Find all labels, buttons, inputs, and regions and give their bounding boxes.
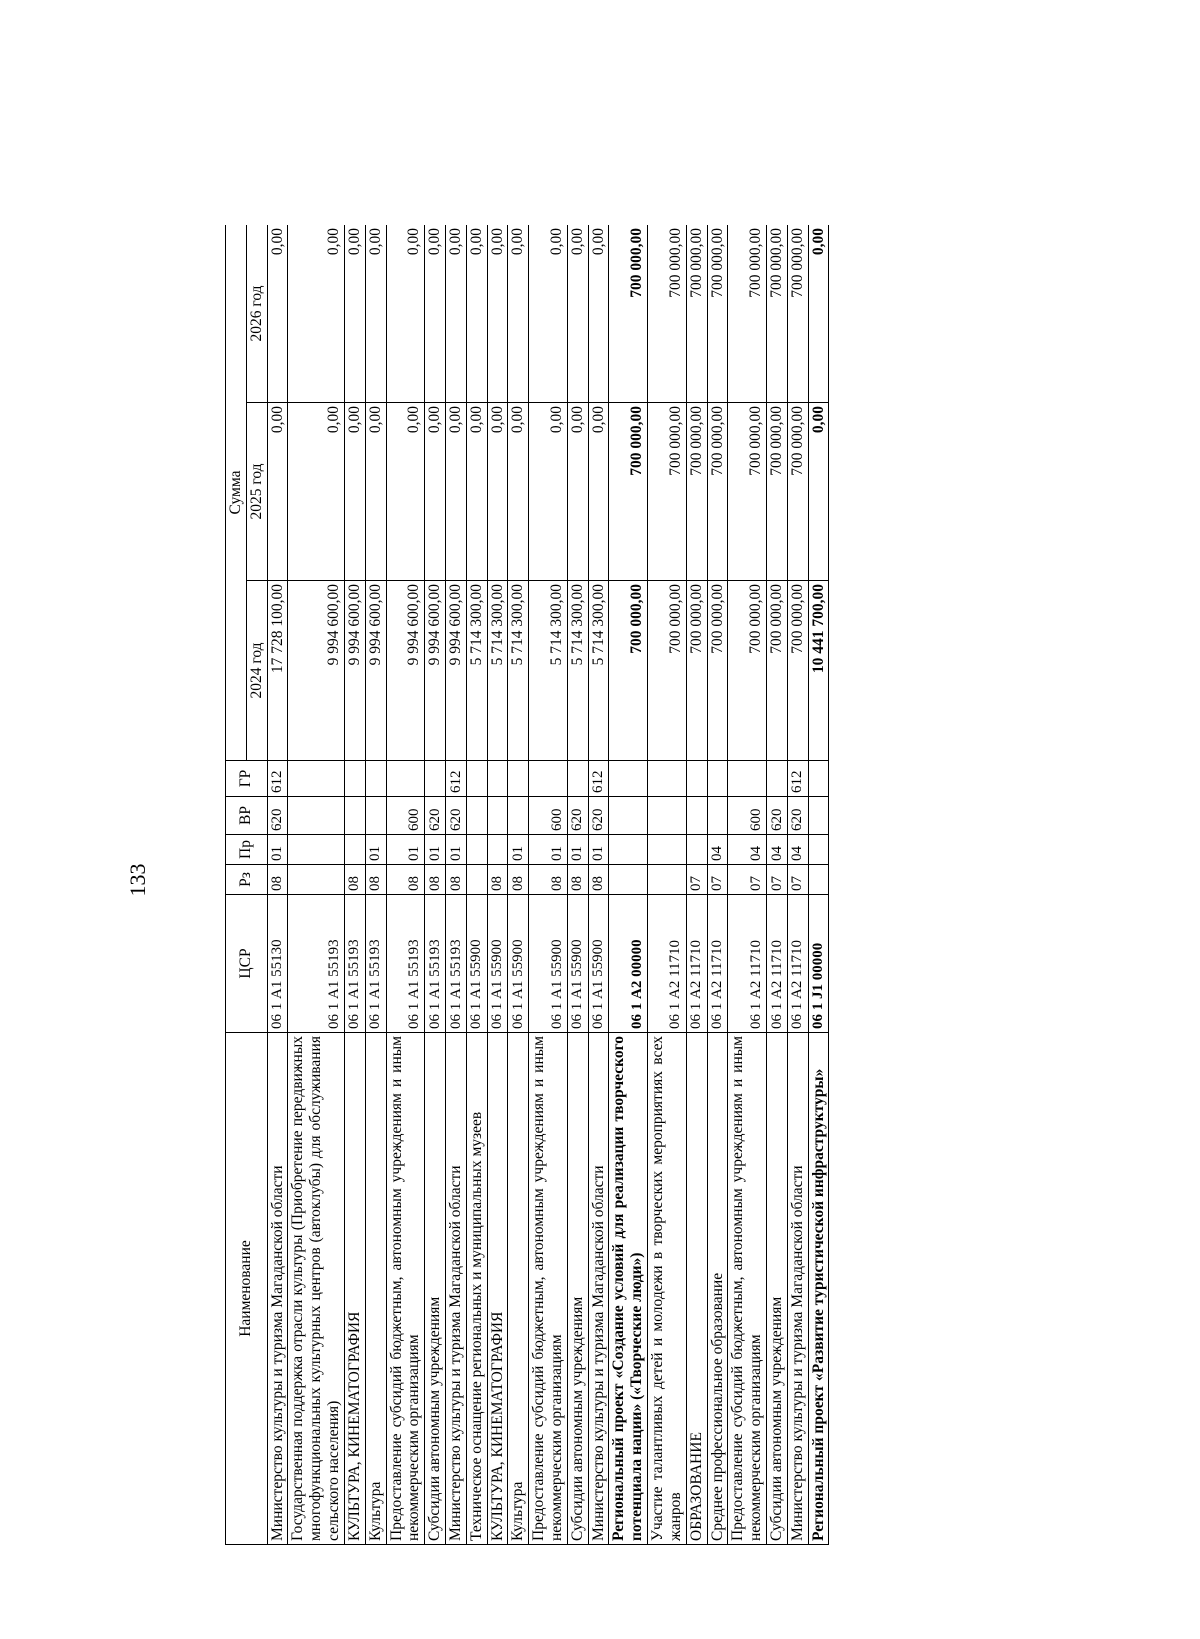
row-name: Министерство культуры и туризма Магаданской области [445,1033,466,1545]
row-pr: 04 [766,835,787,865]
row-name: Региональный проект «Создание условий для реализации творческого потенциала нации» («Творческие люди») [609,1033,648,1545]
row-rz [808,865,829,895]
row-vr: 600 [386,797,425,835]
row-sum-2024: 9 994 600,00 [365,581,386,761]
header-row-1 [226,225,247,1545]
row-name: Министерство культуры и туризма Магаданской области [267,1033,288,1545]
row-sum-2026: 0,00 [365,225,386,403]
row-pr: 04 [787,835,808,865]
row-gr [344,761,365,797]
row-sum-2026: 700 000,00 [707,225,728,403]
row-sum-2025: 700 000,00 [728,403,767,581]
row-rz: 07 [686,865,707,895]
row-rz: 07 [787,865,808,895]
row-vr [686,797,707,835]
row-csr: 06 1 А1 55130 [267,895,288,1033]
row-pr: 01 [567,835,588,865]
row-gr [466,761,487,797]
row-pr: 01 [445,835,466,865]
table-row [344,225,365,1545]
row-rz [609,865,648,895]
row-sum-2024: 5 714 300,00 [529,581,568,761]
row-gr [808,761,829,797]
row-pr: 01 [267,835,288,865]
row-sum-2024: 700 000,00 [707,581,728,761]
row-pr [686,835,707,865]
row-pr: 04 [728,835,767,865]
table-row [508,225,529,1545]
row-sum-2026: 0,00 [588,225,609,403]
row-vr [707,797,728,835]
header-year-2026: 2026 год [246,225,267,403]
row-vr [508,797,529,835]
row-sum-2026: 700 000,00 [609,225,648,403]
header-vr: ВР [226,797,268,835]
row-gr [365,761,386,797]
row-name: Предоставление субсидий бюджетным, автономным учреждениям и иным некоммерческим организациям [728,1033,767,1545]
row-pr [344,835,365,865]
row-name: Предоставление субсидий бюджетным, автономным учреждениям и иным некоммерческим организациям [529,1033,568,1545]
row-name: КУЛЬТУРА, КИНЕМАТОГРАФИЯ [487,1033,508,1545]
row-csr: 06 1 А1 55193 [288,895,344,1033]
row-rz: 08 [425,865,446,895]
row-gr [508,761,529,797]
row-vr: 620 [445,797,466,835]
row-sum-2024: 5 714 300,00 [567,581,588,761]
row-csr: 06 1 А1 55900 [466,895,487,1033]
row-sum-2026: 0,00 [267,225,288,403]
row-sum-2025: 0,00 [567,403,588,581]
row-csr: 06 1 А2 11710 [787,895,808,1033]
row-sum-2025: 0,00 [808,403,829,581]
row-sum-2024: 9 994 600,00 [425,581,446,761]
row-vr [466,797,487,835]
row-name: Министерство культуры и туризма Магаданской области [588,1033,609,1545]
row-name: КУЛЬТУРА, КИНЕМАТОГРАФИЯ [344,1033,365,1545]
row-gr [567,761,588,797]
table-row [267,225,288,1545]
row-gr [288,761,344,797]
row-sum-2025: 700 000,00 [787,403,808,581]
table-row [425,225,446,1545]
row-pr: 01 [425,835,446,865]
row-sum-2026: 0,00 [344,225,365,403]
table-row [787,225,808,1545]
row-pr: 01 [529,835,568,865]
row-rz: 08 [386,865,425,895]
row-sum-2025: 0,00 [445,403,466,581]
row-sum-2026: 700 000,00 [728,225,767,403]
row-pr: 04 [707,835,728,865]
row-pr [609,835,648,865]
row-csr: 06 1 А1 55900 [588,895,609,1033]
row-csr: 06 1 А2 00000 [609,895,648,1033]
row-rz: 08 [529,865,568,895]
row-csr: 06 1 J1 00000 [808,895,829,1033]
header-year-2025: 2025 год [246,403,267,581]
row-sum-2026: 700 000,00 [686,225,707,403]
row-pr [466,835,487,865]
row-pr: 01 [365,835,386,865]
row-sum-2024: 10 441 700,00 [808,581,829,761]
row-csr: 06 1 А2 11710 [648,895,687,1033]
table-row [529,225,568,1545]
header-gr: ГР [226,761,268,797]
row-sum-2026: 0,00 [445,225,466,403]
row-sum-2026: 0,00 [466,225,487,403]
row-vr: 620 [567,797,588,835]
row-sum-2024: 700 000,00 [648,581,687,761]
row-gr: 612 [787,761,808,797]
row-sum-2025: 0,00 [487,403,508,581]
row-sum-2025: 0,00 [267,403,288,581]
row-sum-2024: 5 714 300,00 [508,581,529,761]
row-csr: 06 1 А1 55193 [445,895,466,1033]
row-gr: 612 [267,761,288,797]
row-sum-2026: 0,00 [808,225,829,403]
row-rz: 08 [267,865,288,895]
row-vr: 620 [766,797,787,835]
row-sum-2025: 700 000,00 [686,403,707,581]
table-row [707,225,728,1545]
row-vr: 620 [267,797,288,835]
row-name: Субсидии автономным учреждениям [567,1033,588,1545]
table-row [386,225,425,1545]
row-csr: 06 1 А1 55193 [386,895,425,1033]
table-row [609,225,648,1545]
row-pr [487,835,508,865]
row-csr: 06 1 А2 11710 [686,895,707,1033]
table-row [487,225,508,1545]
row-rz: 08 [588,865,609,895]
row-name: ОБРАЗОВАНИЕ [686,1033,707,1545]
row-pr [808,835,829,865]
row-sum-2026: 700 000,00 [648,225,687,403]
row-sum-2024: 5 714 300,00 [588,581,609,761]
header-csr: ЦСР [226,895,268,1033]
row-sum-2024: 9 994 600,00 [288,581,344,761]
row-sum-2026: 0,00 [487,225,508,403]
row-sum-2025: 700 000,00 [648,403,687,581]
table-row [686,225,707,1545]
row-gr: 612 [445,761,466,797]
row-name: Техническое оснащение региональных и муниципальных музеев [466,1033,487,1545]
row-sum-2024: 5 714 300,00 [466,581,487,761]
row-sum-2026: 0,00 [567,225,588,403]
row-sum-2024: 17 728 100,00 [267,581,288,761]
table-body [267,225,829,1545]
row-name: Субсидии автономным учреждениям [766,1033,787,1545]
table-frame [225,225,1070,1545]
row-gr [609,761,648,797]
row-vr [365,797,386,835]
row-sum-2026: 700 000,00 [787,225,808,403]
row-gr [707,761,728,797]
row-name: Культура [508,1033,529,1545]
row-rz: 07 [728,865,767,895]
row-sum-2025: 700 000,00 [609,403,648,581]
header-name: Наименование [226,1033,268,1545]
row-gr: 612 [588,761,609,797]
row-rz: 08 [508,865,529,895]
row-sum-2025: 0,00 [386,403,425,581]
row-rz: 08 [487,865,508,895]
table-row [445,225,466,1545]
row-vr [808,797,829,835]
row-sum-2026: 0,00 [508,225,529,403]
row-name: Предоставление субсидий бюджетным, автономным учреждениям и иным некоммерческим организациям [386,1033,425,1545]
row-gr [425,761,446,797]
row-rz: 07 [766,865,787,895]
header-rz: Рз [226,865,268,895]
row-sum-2024: 700 000,00 [728,581,767,761]
row-rz: 08 [567,865,588,895]
row-pr: 01 [588,835,609,865]
row-sum-2025: 0,00 [508,403,529,581]
row-sum-2024: 9 994 600,00 [445,581,466,761]
row-name: Участие талантливых детей и молодежи в творческих мероприятиях всех жанров [648,1033,687,1545]
row-sum-2026: 0,00 [425,225,446,403]
row-vr: 620 [787,797,808,835]
row-vr [609,797,648,835]
row-name: Культура [365,1033,386,1545]
table-row [466,225,487,1545]
row-gr [728,761,767,797]
row-sum-2026: 0,00 [386,225,425,403]
row-rz [466,865,487,895]
row-gr [487,761,508,797]
row-sum-2025: 0,00 [588,403,609,581]
row-rz: 08 [365,865,386,895]
table-row [365,225,386,1545]
row-csr: 06 1 А1 55900 [508,895,529,1033]
header-sum: Сумма [226,225,247,761]
row-sum-2024: 700 000,00 [766,581,787,761]
row-name: Государственная поддержка отрасли культуры (Приобретение передвижных многофункциональных культурных центров (автоклубы) для обслуживания сельского населения) [288,1033,344,1545]
row-sum-2026: 700 000,00 [766,225,787,403]
row-pr: 01 [508,835,529,865]
row-rz: 08 [445,865,466,895]
header-year-2024: 2024 год [246,581,267,761]
row-sum-2025: 700 000,00 [707,403,728,581]
row-name: Субсидии автономным учреждениям [425,1033,446,1545]
row-csr: 06 1 А1 55900 [529,895,568,1033]
row-pr [648,835,687,865]
row-pr: 01 [386,835,425,865]
row-sum-2025: 0,00 [365,403,386,581]
row-vr: 620 [425,797,446,835]
row-sum-2024: 9 994 600,00 [344,581,365,761]
row-sum-2025: 700 000,00 [766,403,787,581]
row-sum-2024: 700 000,00 [686,581,707,761]
row-csr: 06 1 А1 55193 [365,895,386,1033]
row-vr: 600 [529,797,568,835]
rotated-table-container [225,225,1070,1545]
table-row [648,225,687,1545]
row-vr [344,797,365,835]
row-csr: 06 1 А2 11710 [707,895,728,1033]
row-sum-2024: 9 994 600,00 [386,581,425,761]
page-number: 133 [125,863,150,897]
row-gr [529,761,568,797]
table-row [588,225,609,1545]
row-sum-2025: 0,00 [466,403,487,581]
row-vr [288,797,344,835]
row-csr: 06 1 А1 55900 [567,895,588,1033]
table-row [766,225,787,1545]
row-vr: 600 [728,797,767,835]
row-gr [766,761,787,797]
row-vr [648,797,687,835]
row-name: Министерство культуры и туризма Магаданской области [787,1033,808,1545]
table-row [728,225,767,1545]
row-sum-2025: 0,00 [425,403,446,581]
row-sum-2026: 0,00 [288,225,344,403]
table-row [808,225,829,1545]
row-name: Среднее профессиональное образование [707,1033,728,1545]
row-vr [487,797,508,835]
row-pr [288,835,344,865]
row-name: Региональный проект «Развитие туристической инфраструктуры» [808,1033,829,1545]
row-sum-2026: 0,00 [529,225,568,403]
row-sum-2024: 700 000,00 [609,581,648,761]
row-gr [648,761,687,797]
row-gr [686,761,707,797]
row-sum-2025: 0,00 [344,403,365,581]
row-csr: 06 1 А1 55193 [425,895,446,1033]
table-row [567,225,588,1545]
row-sum-2025: 0,00 [288,403,344,581]
row-sum-2025: 0,00 [529,403,568,581]
row-vr: 620 [588,797,609,835]
row-gr [386,761,425,797]
budget-table [225,225,829,1545]
row-csr: 06 1 А2 11710 [728,895,767,1033]
header-pr: Пр [226,835,268,865]
row-sum-2024: 5 714 300,00 [487,581,508,761]
row-rz: 08 [344,865,365,895]
row-csr: 06 1 А1 55900 [487,895,508,1033]
row-rz: 07 [707,865,728,895]
row-rz [288,865,344,895]
row-csr: 06 1 А2 11710 [766,895,787,1033]
row-csr: 06 1 А1 55193 [344,895,365,1033]
table-row [288,225,344,1545]
row-sum-2024: 700 000,00 [787,581,808,761]
row-rz [648,865,687,895]
